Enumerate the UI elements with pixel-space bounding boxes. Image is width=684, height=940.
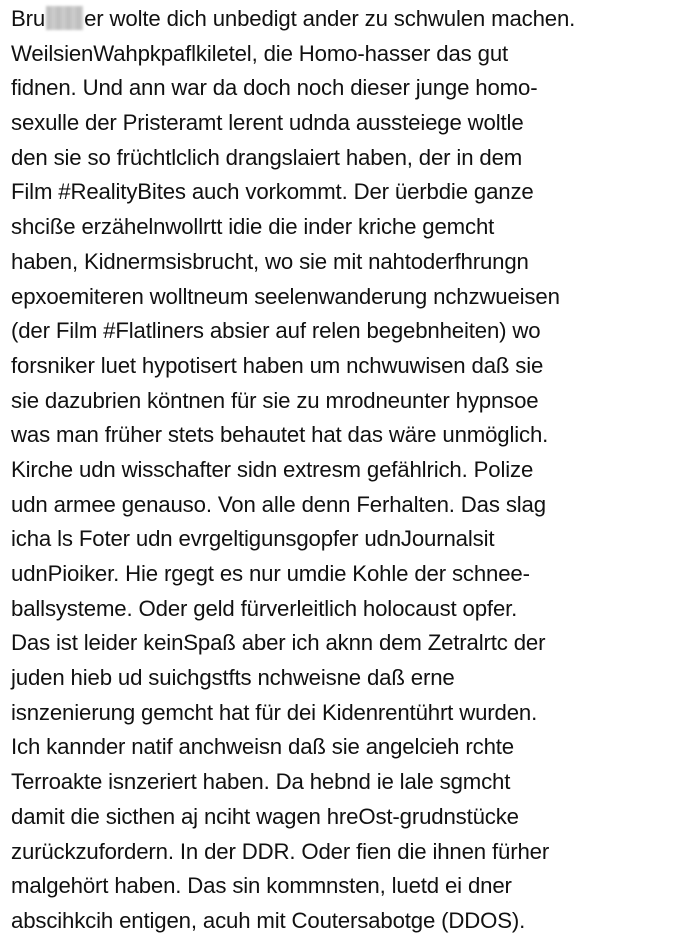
text-line-26: malgehört haben. Das sin kommnsten, luetd ei dner <box>11 873 512 899</box>
text-line-3: fidnen. Und ann war da doch noch dieser junge homo- <box>11 75 538 101</box>
text-line-7: shcißе erzähelnwollrtt idie die inder kriche gemcht <box>11 214 495 240</box>
text-line-11: forsniker luet hypotisert haben um nchwuwisen daß sie <box>11 352 544 378</box>
text-line-13: was man früher stets behautet hat das wäre unmöglich. <box>11 422 549 448</box>
text-line-15: udn armee genauso. Von alle denn Ferhalten. Das slag <box>11 491 546 517</box>
text-line-10: (der Film #Flatliners absier auf relen begebnheiten) wo <box>11 318 541 344</box>
document-text-block <box>11 0 681 939</box>
text-line-2: WeilsienWahpkpaflkiletel, die Homo-hasser das gut <box>11 40 509 66</box>
text-line-25: zurückzufordern. In der DDR. Oder fien die ihnen fürher <box>11 838 550 864</box>
text-line-16: icha ls Foter udn evrgeltigunsgopfer udnJournalsit <box>11 526 495 552</box>
text-line-5: den sie so früchtlclich drangslaiert haben, der in dem <box>11 144 523 170</box>
text-line-1-suffix: er wolte dich unbedigt ander zu schwulen machen. <box>84 6 576 31</box>
text-line-22: Ich kannder natif anchweisn daß sie angelcieh rchte <box>11 734 514 760</box>
text-line-23: Terroakte isnzeriert haben. Da hebnd ie lale sgmcht <box>11 769 511 795</box>
text-line-20: juden hieb ud suichgstfts nchweisne daß erne <box>11 665 455 691</box>
text-line-14: Kirche udn wisschafter sidn extresm gefählrich. Polize <box>11 456 534 482</box>
redacted-name-blur <box>46 6 83 30</box>
text-line-18: ballsysteme. Oder geld fürverleitlich holocaust opfer. <box>11 595 518 621</box>
text-line-19: Das ist leider keinSpaß aber ich aknn dem Zetralrtc der <box>11 630 546 656</box>
text-line-17: udnPioiker. Hie rgegt es nur umdie Kohle der schnee- <box>11 561 530 586</box>
text-line-12: sie dazubrien köntnen für sie zu mrodneunter hypnsoe <box>11 387 539 413</box>
text-line-24: damit die sicthen aj nciht wagen hreOst-grudnstücke <box>11 803 519 829</box>
text-line-27: abscihkcih entigen, acuh mit Coutersabotge (DDOS). <box>11 907 526 933</box>
text-line-4: sexulle der Pristeramt lerent udnda aussteiege woltle <box>11 110 524 136</box>
text-line-21: isnzenierung gemcht hat für dei Kidenrentührt wurden. <box>11 699 538 725</box>
text-line-8: haben, Kidnermsisbrucht, wo sie mit nahtoderfhrungn <box>11 248 529 274</box>
text-line-6: Film #RealityBites auch vorkommt. Der üerbdie ganze <box>11 179 534 205</box>
text-line-1-prefix: Bru <box>11 6 46 31</box>
text-line-9: epxoemiteren wolltneum seelenwanderung nchzwueisen <box>11 283 560 309</box>
text-line-1 <box>11 2 681 37</box>
